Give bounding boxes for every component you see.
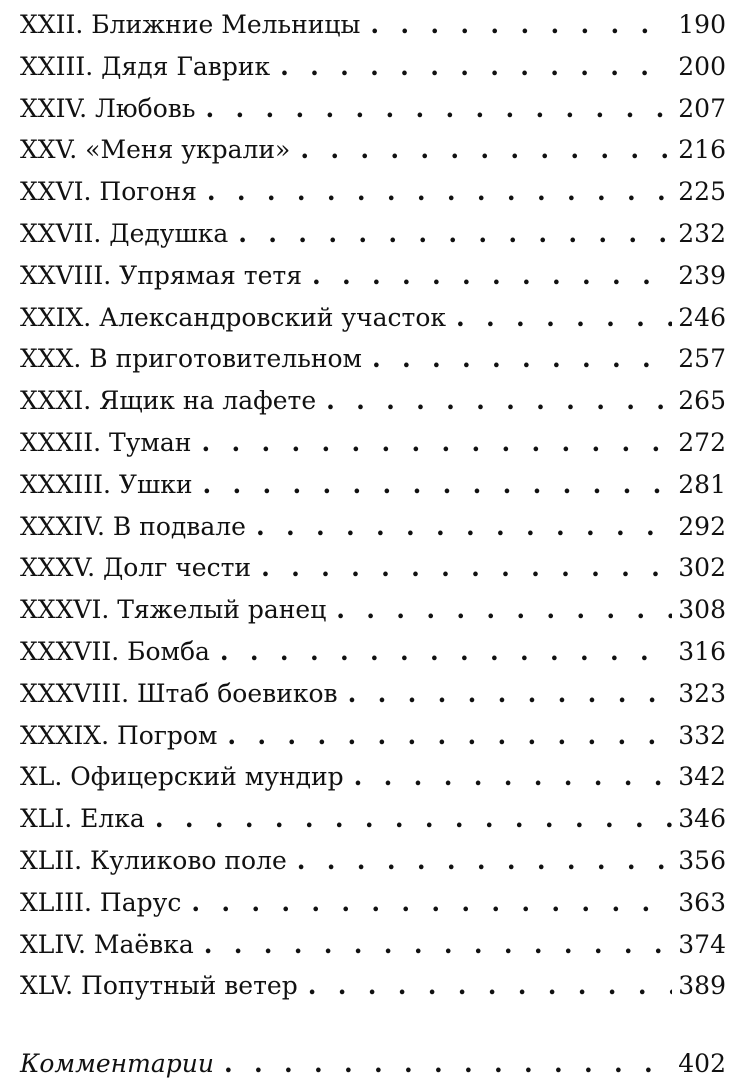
toc-entry — [20, 422, 726, 464]
toc-entry-title: XXXVI. Тяжелый ранец — [20, 595, 327, 625]
toc-entry-page: 265 — [678, 386, 726, 416]
toc-entry-title: XLII. Куликово поле — [20, 845, 287, 875]
toc-entry-title: XXXVII. Бомба — [20, 636, 210, 666]
toc-entry — [20, 46, 726, 88]
dot-leader — [297, 840, 672, 882]
toc-entry-page: 292 — [678, 511, 726, 541]
toc-entry-title: XXXIX. Погром — [20, 720, 218, 750]
toc-entry — [20, 88, 726, 130]
toc-entry — [20, 840, 726, 882]
dot-leader — [326, 380, 672, 422]
toc-entry-page: 239 — [678, 260, 726, 290]
toc-entry — [20, 213, 726, 255]
dot-leader — [207, 171, 672, 213]
toc-entry — [20, 965, 726, 1007]
toc-comments-entry — [20, 1043, 726, 1085]
toc-entry — [20, 924, 726, 966]
toc-entry-title: XXXI. Ящик на лафете — [20, 386, 317, 416]
toc-entry-page: 308 — [678, 595, 726, 625]
toc-entry-title: XXXIV. В подвале — [20, 511, 246, 541]
toc-entry-page: 332 — [678, 720, 726, 750]
dot-leader — [155, 798, 672, 840]
toc-entry-title: XXIX. Александровский участок — [20, 302, 447, 332]
toc-entry — [20, 255, 726, 297]
toc-entry-title: XXIII. Дядя Гаврик — [20, 51, 271, 81]
dot-leader — [224, 1043, 672, 1085]
toc-entry-page: 363 — [678, 887, 726, 917]
toc-comments-title: Комментарии — [20, 1049, 214, 1079]
toc-entry-page: 316 — [678, 636, 726, 666]
dot-leader — [280, 46, 672, 88]
toc-entry-page: 200 — [678, 51, 726, 81]
dot-leader — [348, 673, 673, 715]
dot-leader — [370, 4, 672, 46]
dot-leader — [261, 547, 672, 589]
toc-entry-page: 389 — [678, 971, 726, 1001]
toc-entry-page: 323 — [678, 678, 726, 708]
toc-entry — [20, 338, 726, 380]
toc-entry-title: XLIV. Маёвка — [20, 929, 194, 959]
toc-entry-page: 374 — [678, 929, 726, 959]
toc-entry — [20, 882, 726, 924]
dot-leader — [312, 255, 672, 297]
toc-entry — [20, 798, 726, 840]
toc-entry-title: XXXIII. Ушки — [20, 469, 193, 499]
toc-entry-page: 356 — [678, 845, 726, 875]
toc-entry — [20, 589, 726, 631]
toc-entry-title: XXIV. Любовь — [20, 93, 196, 123]
toc-entry-page: 225 — [678, 177, 726, 207]
dot-leader — [191, 882, 672, 924]
toc-entry-title: XXVII. Дедушка — [20, 218, 229, 248]
toc-entry-title: XXXVIII. Штаб боевиков — [20, 678, 338, 708]
toc-entry-title: XLI. Елка — [20, 804, 145, 834]
dot-leader — [204, 924, 673, 966]
toc-entry-page: 342 — [678, 762, 726, 792]
toc-entry — [20, 297, 726, 339]
toc-entry-title: XXII. Ближние Мельницы — [20, 10, 361, 39]
dot-leader — [308, 965, 673, 1007]
toc-entry — [20, 380, 726, 422]
toc-entry — [20, 129, 726, 171]
dot-leader — [220, 631, 672, 673]
toc-entry — [20, 715, 726, 757]
toc-entry-page: 302 — [678, 553, 726, 583]
toc-entry-page: 272 — [678, 427, 726, 457]
dot-leader — [456, 297, 672, 339]
dot-leader — [201, 422, 672, 464]
toc-entry-title: XXVIII. Упрямая тетя — [20, 260, 302, 290]
toc-entry-title: XLIII. Парус — [20, 887, 182, 917]
toc-entry-page: 232 — [678, 218, 726, 248]
toc-entry — [20, 756, 726, 798]
toc-entry-page: 207 — [678, 93, 726, 123]
dot-leader — [205, 88, 672, 130]
toc-entry — [20, 4, 726, 46]
dot-leader — [227, 715, 672, 757]
dot-leader — [256, 506, 672, 548]
toc-entry-page: 246 — [678, 302, 726, 332]
dot-leader — [300, 129, 672, 171]
toc-entry — [20, 547, 726, 589]
toc-entry-title: XXXII. Туман — [20, 427, 192, 457]
dot-leader — [203, 464, 673, 506]
toc-entry-page: 281 — [678, 469, 726, 499]
toc-entry-title: XXV. «Меня украли» — [20, 135, 291, 165]
toc-entry — [20, 673, 726, 715]
toc-entry-title: XXXV. Долг чести — [20, 553, 252, 583]
toc-entry-page: 346 — [678, 804, 726, 834]
toc-entry-page: 190 — [678, 10, 726, 39]
toc-entry-page: 257 — [678, 344, 726, 374]
toc-comments-page: 402 — [678, 1049, 726, 1079]
dot-leader — [336, 589, 672, 631]
toc-entry-page: 216 — [678, 135, 726, 165]
toc-entry — [20, 171, 726, 213]
table-of-contents — [20, 0, 726, 1085]
toc-entry-title: XLV. Попутный ветер — [20, 971, 298, 1001]
toc-entry-title: XL. Офицерский мундир — [20, 762, 344, 792]
dot-leader — [238, 213, 672, 255]
toc-entry — [20, 506, 726, 548]
toc-entry — [20, 631, 726, 673]
dot-leader — [354, 756, 673, 798]
dot-leader — [372, 338, 672, 380]
toc-entry — [20, 464, 726, 506]
toc-entry-title: XXVI. Погоня — [20, 177, 197, 207]
toc-entry-title: XXX. В приготовительном — [20, 344, 362, 374]
